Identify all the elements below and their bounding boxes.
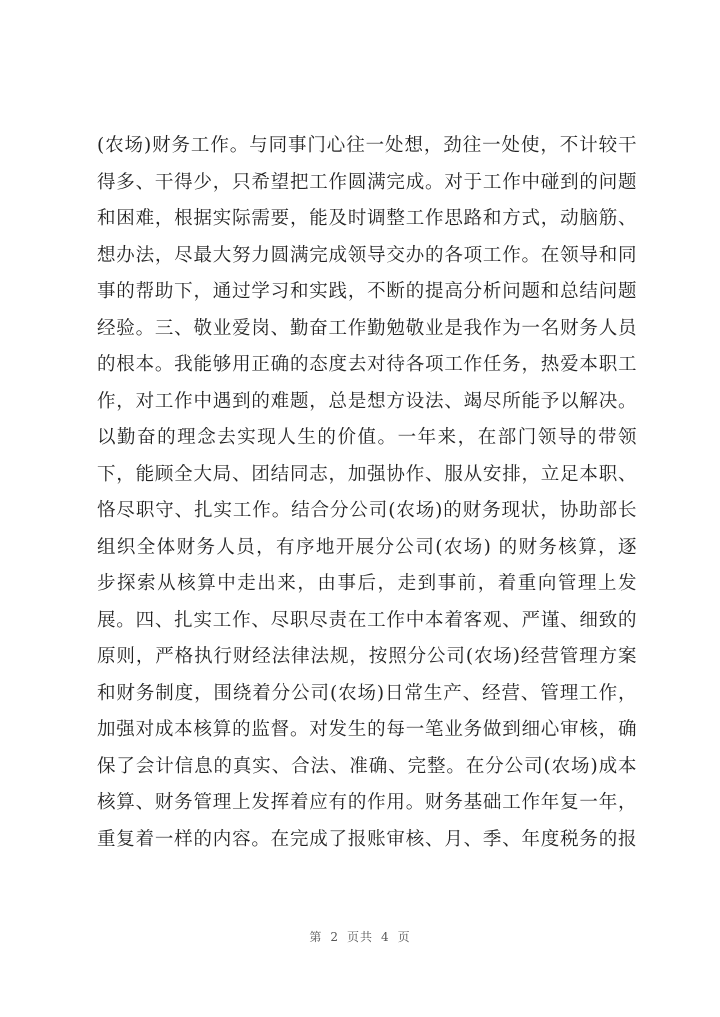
- footer-suffix: 页: [397, 930, 411, 944]
- footer-middle: 页共: [346, 930, 373, 944]
- text-line: 加强对成本核算的监督。对发生的每一笔业务做到细心审核，确: [97, 719, 637, 740]
- text-line: 以勤奋的理念去实现人生的价值。一年来，在部门领导的带领: [97, 427, 637, 448]
- text-line: 核算、财务管理上发挥着应有的作用。财务基础工作年复一年，: [97, 792, 637, 813]
- text-line: 得多、干得少，只希望把工作圆满完成。对于工作中碰到的问题: [97, 171, 637, 193]
- text-line: 步探索从核算中走出来，由事后，走到事前，着重向管理上发: [97, 573, 637, 594]
- text-line: 展。四、扎实工作、尽职尽责在工作中本着客观、严谨、细致的: [97, 609, 637, 631]
- footer-page-number: 2: [330, 930, 339, 944]
- text-line: 组织全体财务人员，有序地开展分公司(农场) 的财务核算，逐: [97, 536, 637, 558]
- text-line: 恪尽职守、扎实工作。结合分公司(农场)的财务现状，协助部长: [97, 500, 637, 521]
- text-line: 想办法，尽最大努力圆满完成领导交办的各项工作。在领导和同: [97, 244, 637, 266]
- text-line: 的根本。我能够用正确的态度去对待各项工作任务，热爱本职工: [97, 354, 637, 375]
- page-footer: [0, 928, 720, 945]
- text-line: 重复着一样的内容。在完成了报账审核、月、季、年度税务的报: [97, 828, 637, 850]
- text-line: 下，能顾全大局、团结同志，加强协作、服从安排，立足本职、: [97, 463, 637, 485]
- footer-total-pages: 4: [381, 930, 390, 944]
- body-text: [97, 128, 637, 858]
- footer-prefix: 第: [309, 930, 323, 944]
- text-line: 作，对工作中遇到的难题，总是想方设法、竭尽所能予以解决。: [97, 390, 637, 412]
- text-line: (农场)财务工作。与同事门心往一处想，劲往一处使，不计较干: [97, 135, 637, 156]
- text-line: 和困难，根据实际需要，能及时调整工作思路和方式，动脑筋、: [97, 208, 637, 229]
- text-line: 保了会计信息的真实、合法、准确、完整。在分公司(农场)成本: [97, 755, 637, 777]
- text-line: 经验。三、敬业爱岗、勤奋工作勤勉敬业是我作为一名财务人员: [97, 317, 637, 339]
- text-line: 原则，严格执行财经法律法规，按照分公司(农场)经营管理方案: [97, 646, 637, 667]
- text-line: 事的帮助下，通过学习和实践，不断的提高分析问题和总结问题: [97, 281, 637, 302]
- text-line: 和财务制度，围绕着分公司(农场)日常生产、经营、管理工作，: [97, 682, 637, 704]
